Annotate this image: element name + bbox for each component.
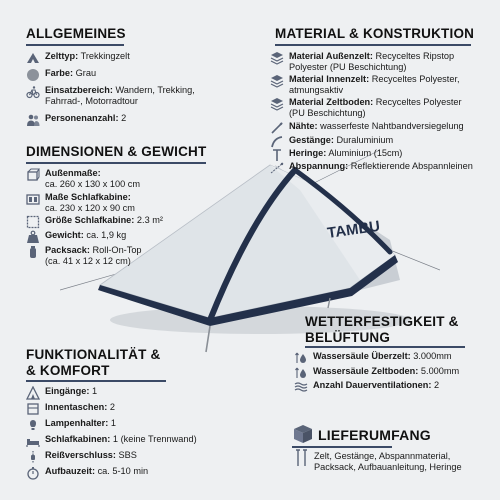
stopwatch-icon [26, 466, 40, 480]
list-item: Maße Schlafkabine: ca. 230 x 120 x 90 cm [26, 192, 135, 214]
water-column-icon [294, 366, 308, 380]
tent-icon [26, 51, 40, 65]
list-item: Reißverschluss: SBS [26, 450, 137, 464]
bicycle-icon [26, 85, 40, 99]
peg-icon [270, 148, 284, 162]
list-item: Einsatzbereich: Wandern, Trekking, Fahrrad-, Motorradtour [26, 85, 195, 107]
list-item: Lampenhalter: 1 [26, 418, 116, 432]
list-item: Packsack: Roll-On-Top (ca. 41 x 12 x 12 cm) [26, 245, 142, 267]
section-underline [26, 44, 124, 46]
fabric-layers-icon [270, 51, 284, 65]
section-title-wetter: WETTERFESTIGKEIT & BELÜFTUNG [305, 314, 459, 345]
list-item: Zelttyp: Trekkingzelt [26, 51, 130, 65]
list-item: Anzahl Dauerventilationen: 2 [294, 380, 439, 394]
section-title-allgemeines: ALLGEMEINES [26, 26, 126, 41]
dimensions-box-icon [26, 168, 40, 182]
sleeping-area-icon [26, 192, 40, 206]
list-item: Material Innenzelt: Recyceltes Polyester, atmungsaktiv [270, 74, 460, 96]
list-item: Innentaschen: 2 [26, 402, 115, 416]
list-item: Material Zeltboden: Recyceltes Polyester (PU Beschichtung) [270, 97, 462, 119]
water-column-icon [294, 351, 308, 365]
needle-icon [270, 121, 284, 135]
people-icon [26, 113, 40, 127]
list-item: Wassersäule Überzelt: 3.000mm [294, 351, 452, 365]
list-item: Größe Schlafkabine: 2.3 m² [26, 215, 163, 229]
color-circle-icon [26, 68, 40, 82]
ventilation-icon [294, 380, 308, 394]
section-underline [26, 380, 166, 382]
pole-icon [270, 135, 284, 149]
list-item: Außenmaße: ca. 260 x 130 x 100 cm [26, 168, 140, 190]
list-item: Schlafkabinen: 1 (keine Trennwand) [26, 434, 197, 448]
fabric-layers-icon [270, 74, 284, 88]
section-underline [26, 162, 206, 164]
pegs-icon [294, 449, 310, 467]
delivery-contents: Zelt, Gestänge, Abspannmaterial, Packsack, Aufbauanleitung, Heringe [314, 451, 462, 472]
list-item: Gestänge: Duraluminium [270, 135, 393, 149]
section-underline [275, 44, 471, 46]
section-title-material: MATERIAL & KONSTRUKTION [275, 26, 475, 41]
pack-sack-icon [26, 245, 40, 259]
pocket-icon [26, 402, 40, 416]
weight-icon [26, 230, 40, 244]
list-item: Material Außenzelt: Recyceltes Ripstop Polyester (PU Beschichtung) [270, 51, 454, 73]
section-title-lieferumfang: LIEFERUMFANG [318, 427, 431, 443]
list-item: Abspannung: Reflektierende Abspannleinen [270, 161, 473, 175]
zipper-icon [26, 450, 40, 464]
section-title-funktion: FUNKTIONALITÄT & & KOMFORT [26, 347, 161, 378]
section-underline [292, 446, 392, 448]
list-item: Gewicht: ca. 1,9 kg [26, 230, 126, 244]
bed-icon [26, 434, 40, 448]
list-item: Personenanzahl: 2 [26, 113, 126, 127]
list-item: Farbe: Grau [26, 68, 96, 82]
list-item: Nähte: wasserfeste Nahtbandversiegelung [270, 121, 464, 135]
guyline-icon [270, 161, 284, 175]
section-title-dimensionen: DIMENSIONEN & GEWICHT [26, 144, 207, 159]
list-item: Aufbauzeit: ca. 5-10 min [26, 466, 148, 480]
list-item: Heringe: Aluminium (15cm) [270, 148, 402, 162]
delivery-box-icon [292, 423, 314, 445]
entrance-icon [26, 386, 40, 400]
section-underline [305, 346, 465, 348]
list-item: Wassersäule Zeltboden: 5.000mm [294, 366, 459, 380]
fabric-layers-icon [270, 97, 284, 111]
lamp-icon [26, 418, 40, 432]
list-item: Eingänge: 1 [26, 386, 97, 400]
brand-logo: TAMBU [326, 217, 382, 242]
area-icon [26, 215, 40, 229]
